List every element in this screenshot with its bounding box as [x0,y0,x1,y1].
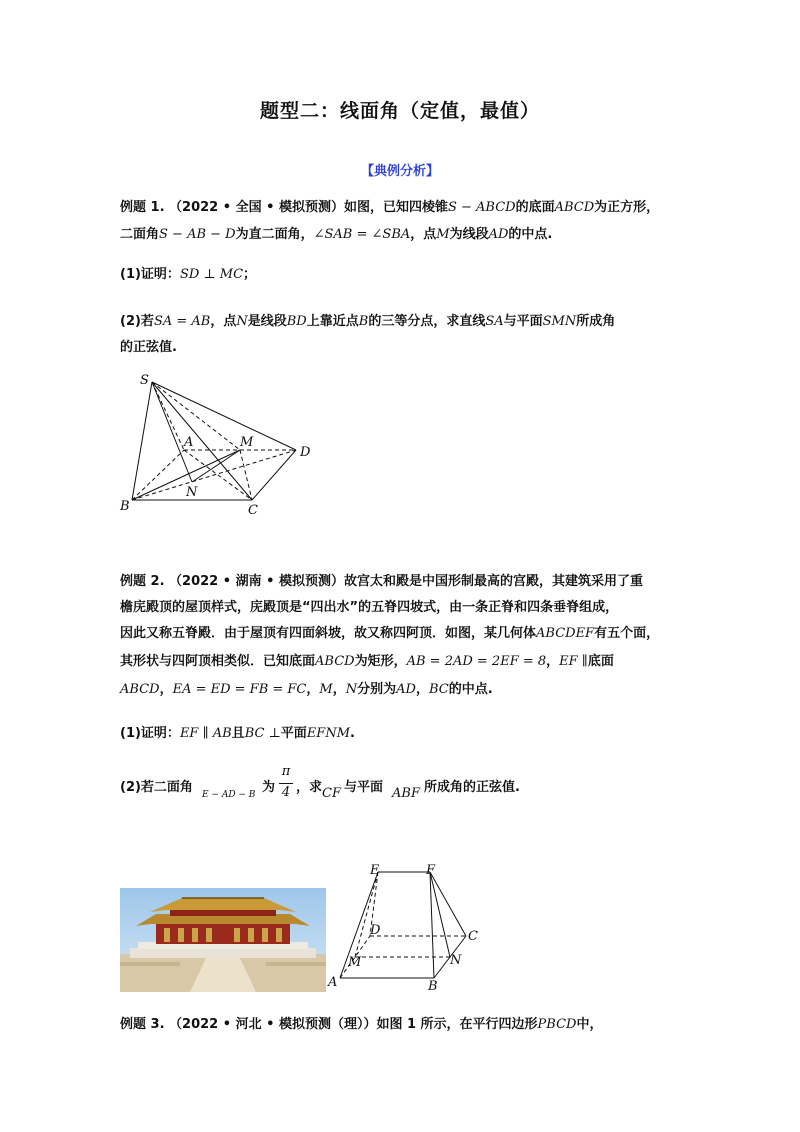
ex3-line-1: 例题 3. （2022 • 河北 • 模拟预测（理））如图 1 所示，在平行四边形PBCD中， [120,1017,603,1032]
solid-figure [326,858,486,994]
dihedral-angle: E − AD − B [202,790,256,800]
ex2-abf: ABF [392,786,420,801]
label-F: F [426,863,436,878]
fraction-numerator: π [281,764,291,779]
ex2-line-1: 例题 2. （2022 • 湖南 • 模拟预测）故宫太和殿是中国形制最高的宫殿，其建筑采用了重 [120,574,643,589]
fraction-denominator: 4 [281,785,291,800]
ex2-cf: CF [322,786,341,801]
label-B2: B [428,979,438,994]
ex2-part-2-d: 与平面 [344,780,384,795]
ex1-part-2-line-1: (2)若SA = AB，点N是线段BD上靠近点B的三等分点，求直线SA与平面SMN所成角 [120,314,616,329]
label-C: C [248,503,258,518]
ex1-part-1: (1)证明：SD ⊥ MC； [120,267,257,282]
label-B: B [120,499,130,514]
ex2-line-4: 其形状与四阿顶相类似．已知底面ABCD为矩形，AB = 2AD = 2EF = 8，EF ∥底面 [120,654,614,669]
ex2-line-3: 因此又称五脊殿．由于屋顶有四面斜坡，故又称四阿顶．如图，某几何体ABCDEF有五个面， [120,626,660,641]
label-N2: N [450,953,462,968]
ex2-line-2: 檐庑殿顶的屋顶样式，庑殿顶是“四出水”的五脊四坡式，由一条正脊和四条垂脊组成， [120,600,619,615]
label-C2: C [468,929,478,944]
section-heading: 【典例分析】 [360,164,439,179]
ex1-line-1: 例题 1. （2022 • 全国 • 模拟预测）如图，已知四棱锥S − ABCD的底面ABCD为正方形， [120,200,660,215]
ex2-part-2-b: 为 [262,780,276,795]
ex2-line-5: ABCD，EA = ED = FB = FC，M，N分别为AD，BC的中点. [120,682,493,697]
page-title: 题型二：线面角（定值，最值） [259,100,540,122]
ex2-part-2-c: ，求 [296,780,323,795]
pyramid-figure [110,368,330,518]
label-D: D [300,445,311,460]
label-A2: A [328,975,338,990]
label-M: M [240,435,254,450]
label-A: A [184,435,194,450]
label-N: N [186,485,198,500]
label-D2: D [370,923,381,938]
label-E: E [370,863,380,878]
ex1-part-2-line-2: 的正弦值. [120,340,177,355]
ex2-part-2-e: 所成角的正弦值. [424,780,520,795]
fraction-bar [279,783,293,784]
label-S: S [140,373,149,388]
ex1-line-2: 二面角S − AB − D为直二面角，∠SAB = ∠SBA，点M为线段AD的中点. [120,227,553,242]
label-M2: M [348,955,362,970]
palace-photo [120,888,326,992]
ex2-part-1: (1)证明：EF ∥ AB且BC ⊥平面EFNM. [120,726,355,741]
ex2-part-2-a: (2)若二面角 [120,780,193,795]
